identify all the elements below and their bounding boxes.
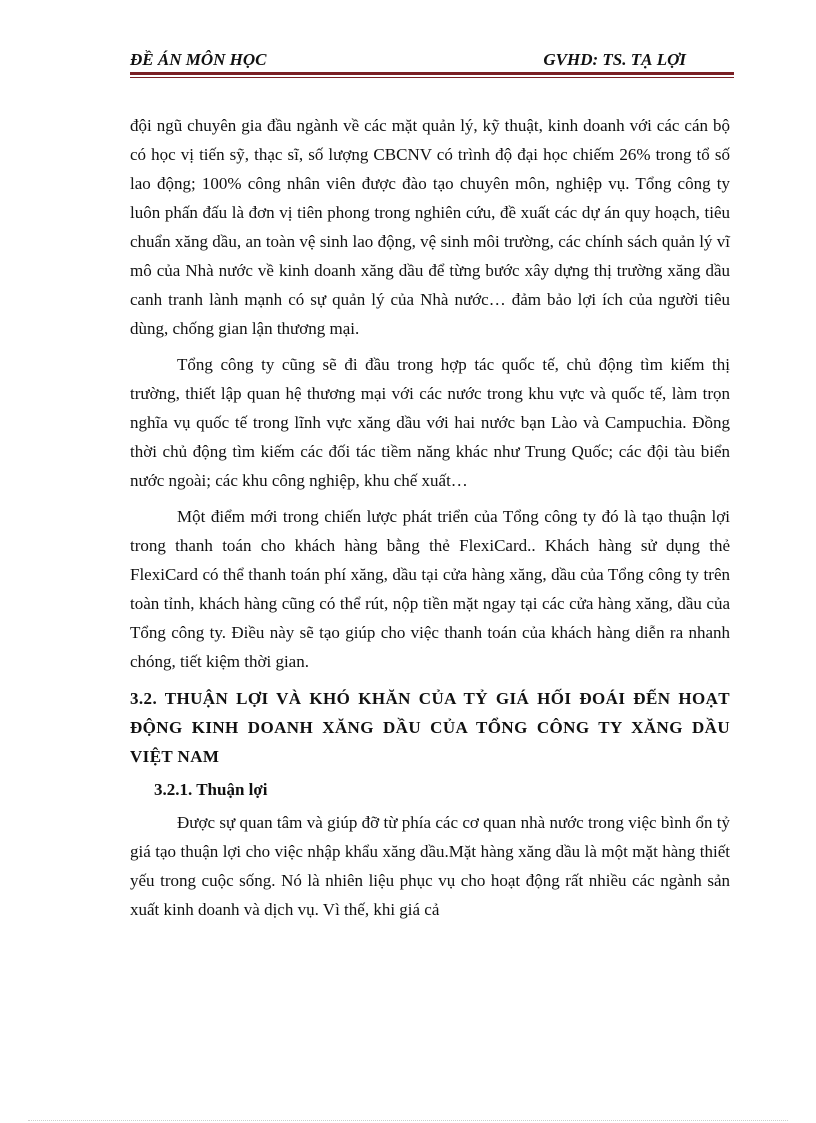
header-rule-thin xyxy=(130,77,734,78)
course-title: ĐỀ ÁN MÔN HỌC xyxy=(130,50,267,69)
page-header xyxy=(130,48,734,72)
body-paragraph-1: đội ngũ chuyên gia đầu ngành về các mặt quản lý, kỹ thuật, kinh doanh với các cán bộ có học vị tiến sỹ, thạc sĩ, số lượng CBCNV có trình độ đại học chiếm 26% trong tổ số lao động; 100% công nhân viên được đào tạo chuyên môn, nghiệp vụ. Tổng công ty luôn phấn đấu là đơn vị tiên phong trong nghiên cứu, đề xuất các dự án quy hoạch, tiêu chuẩn xăng dầu, an toàn vệ sinh lao động, vệ sinh môi trường, các chính sách quản lý vĩ mô của Nhà nước về kinh doanh xăng dầu để từng bước xây dựng thị trường xăng dầu canh tranh lành mạnh có sự quản lý của Nhà nước… đảm bảo lợi ích của người tiêu dùng, chống gian lận thương mại. xyxy=(130,116,730,338)
body-paragraph-4: Được sự quan tâm và giúp đỡ từ phía các cơ quan nhà nước trong việc bình ổn tỷ giá tạo thuận lợi cho việc nhập khẩu xăng dầu.Mặt hàng xăng dầu là một mặt hàng thiết yếu trong cuộc sống. Nó là nhiên liệu phục vụ cho hoạt động rất nhiều các ngành sản xuất kinh doanh và dịch vụ. Vì thế, khi giá cả xyxy=(130,813,730,919)
supervisor-label: GVHD: TS. TẠ LỢI xyxy=(543,50,686,69)
body-paragraph-2: Tổng công ty cũng sẽ đi đầu trong hợp tác quốc tế, chủ động tìm kiếm thị trường, thiết lập quan hệ thương mại với các nước trong khu vực và quốc tế, làm trọn nghĩa vụ quốc tế trong lĩnh vực xăng dầu với hai nước bạn Lào và Campuchia. Đồng thời chủ động tìm kiếm các đối tác tiềm năng khác như Trung Quốc; các đội tàu biển nước ngoài; các khu công nghiệp, khu chế xuất… xyxy=(130,355,730,490)
section-heading: 3.2. THUẬN LỢI VÀ KHÓ KHĂN CỦA TỶ GIÁ HỐI ĐOÁI ĐẾN HOẠT ĐỘNG KINH DOANH XĂNG DẦU CỦA TỔNG CÔNG TY XĂNG DẦU VIỆT NAM xyxy=(130,689,730,766)
header-rule-thick xyxy=(130,72,734,75)
body-paragraph-3: Một điểm mới trong chiến lược phát triển của Tổng công ty đó là tạo thuận lợi trong thanh toán cho khách hàng bằng thẻ FlexiCard.. Khách hàng sử dụng thẻ FlexiCard có thể thanh toán phí xăng, dầu tại cửa hàng xăng, dầu của Tổng công ty trên toàn tỉnh, khách hàng cũng có thể rút, nộp tiền mặt ngay tại các cửa hàng xăng, dầu của Tổng công ty. Điều này sẽ tạo giúp cho việc thanh toán của khách hàng diễn ra nhanh chóng, tiết kiệm thời gian. xyxy=(130,507,730,671)
subsection-heading: 3.2.1. Thuận lợi xyxy=(154,780,268,799)
page-bottom-border xyxy=(28,1120,788,1121)
document-body xyxy=(130,111,730,924)
